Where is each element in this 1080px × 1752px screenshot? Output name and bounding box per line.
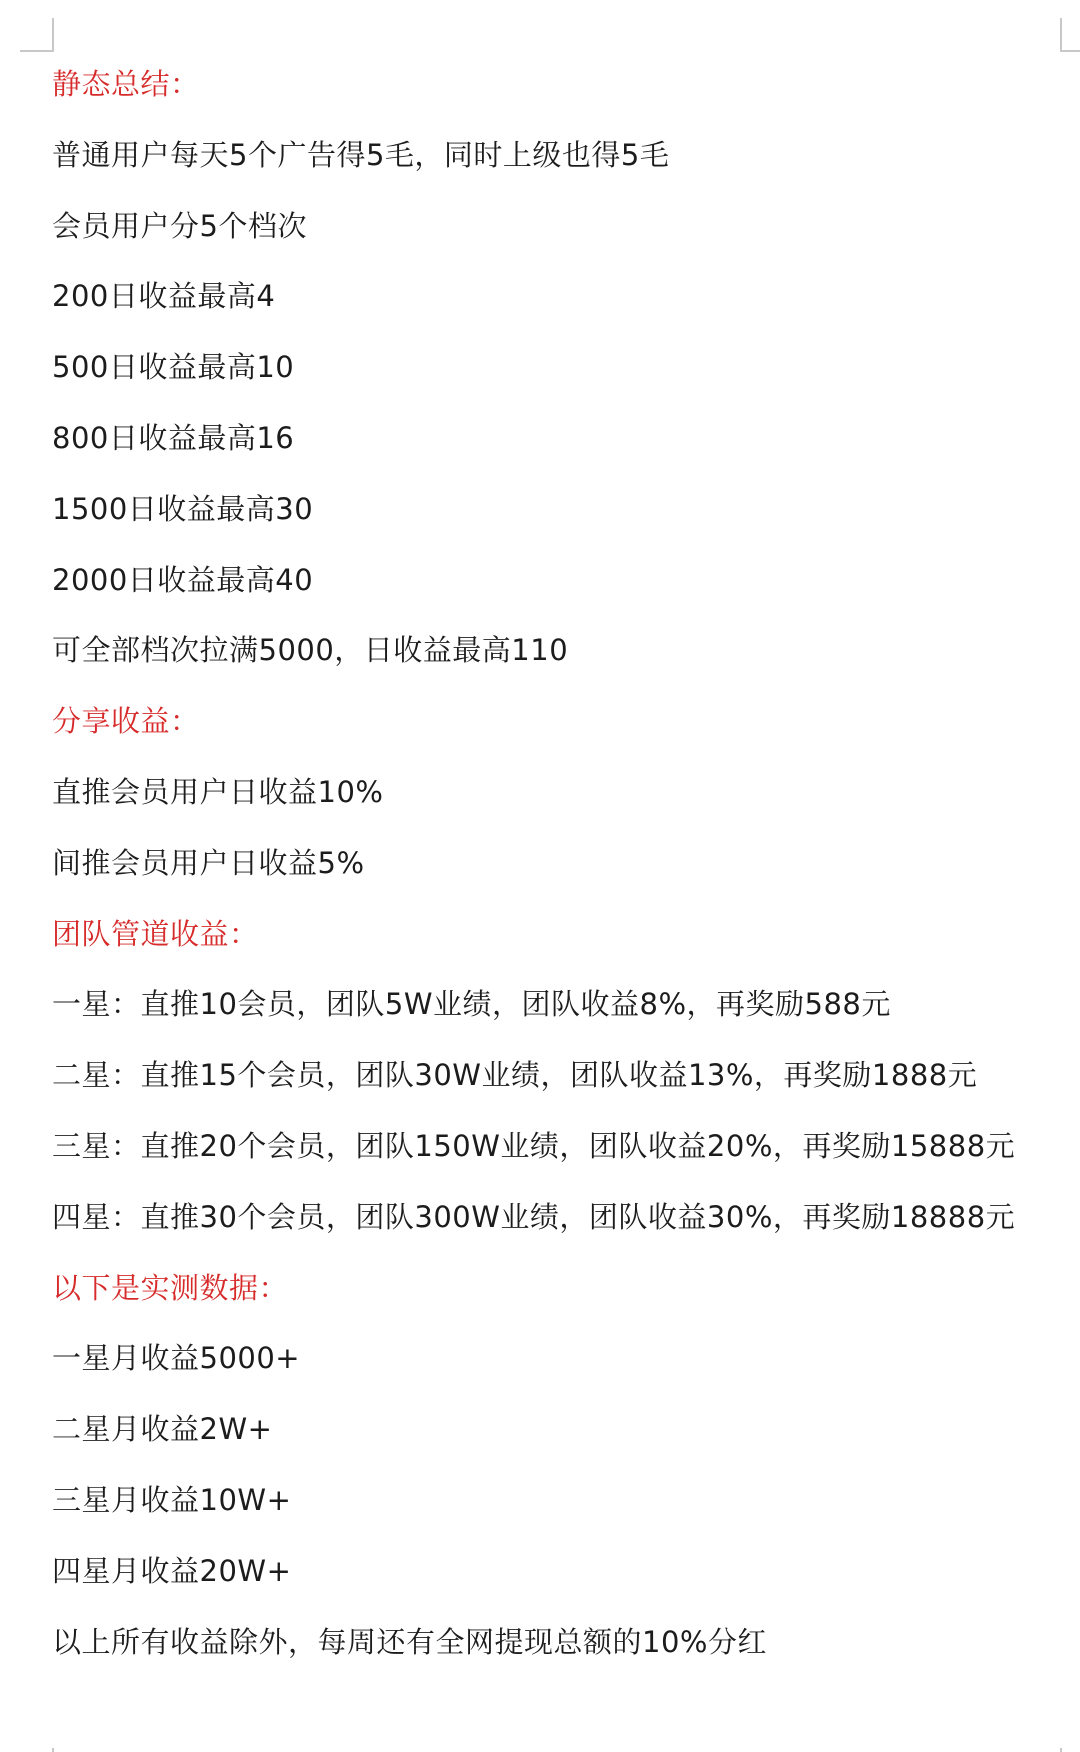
- page-corner-mark-bottom-left: [20, 1748, 54, 1752]
- text-line: 800日收益最高16: [52, 420, 295, 455]
- text-line: 1500日收益最高30: [52, 491, 314, 526]
- text-line: 三星：直推20个会员，团队150W业绩，团队收益20%，再奖励15888元: [52, 1128, 1016, 1163]
- text-line: 三星月收益10W+: [52, 1482, 292, 1517]
- text-line: 四星：直推30个会员，团队300W业绩，团队收益30%，再奖励18888元: [52, 1199, 1016, 1234]
- text-line: 一星月收益5000+: [52, 1341, 301, 1376]
- section-heading-measured-data: 以下是实测数据：: [52, 1270, 289, 1305]
- section-heading-team-income: 团队管道收益：: [52, 916, 259, 951]
- text-line: 2000日收益最高40: [52, 562, 314, 597]
- page-corner-mark-bottom-right: [1060, 1748, 1080, 1752]
- page-corner-mark-top-left: [20, 18, 54, 52]
- text-line: 间推会员用户日收益5%: [52, 845, 365, 880]
- section-heading-share-income: 分享收益：: [52, 704, 200, 739]
- text-line: 二星月收益2W+: [52, 1412, 273, 1447]
- text-line: 200日收益最高4: [52, 279, 276, 314]
- text-line: 一星：直推10会员，团队5W业绩，团队收益8%，再奖励588元: [52, 987, 891, 1022]
- document-body: [52, 56, 1062, 1684]
- text-line: 四星月收益20W+: [52, 1553, 292, 1588]
- text-line: 以上所有收益除外，每周还有全网提现总额的10%分红: [52, 1624, 767, 1659]
- text-line: 直推会员用户日收益10%: [52, 774, 384, 809]
- text-line: 可全部档次拉满5000，日收益最高110: [52, 633, 569, 668]
- text-line: 普通用户每天5个广告得5毛，同时上级也得5毛: [52, 137, 670, 172]
- section-heading-static-summary: 静态总结：: [52, 67, 200, 101]
- page-corner-mark-top-right: [1060, 18, 1080, 52]
- text-line: 500日收益最高10: [52, 350, 295, 385]
- text-line: 会员用户分5个档次: [52, 208, 307, 243]
- text-line: 二星：直推15个会员，团队30W业绩，团队收益13%，再奖励1888元: [52, 1058, 978, 1093]
